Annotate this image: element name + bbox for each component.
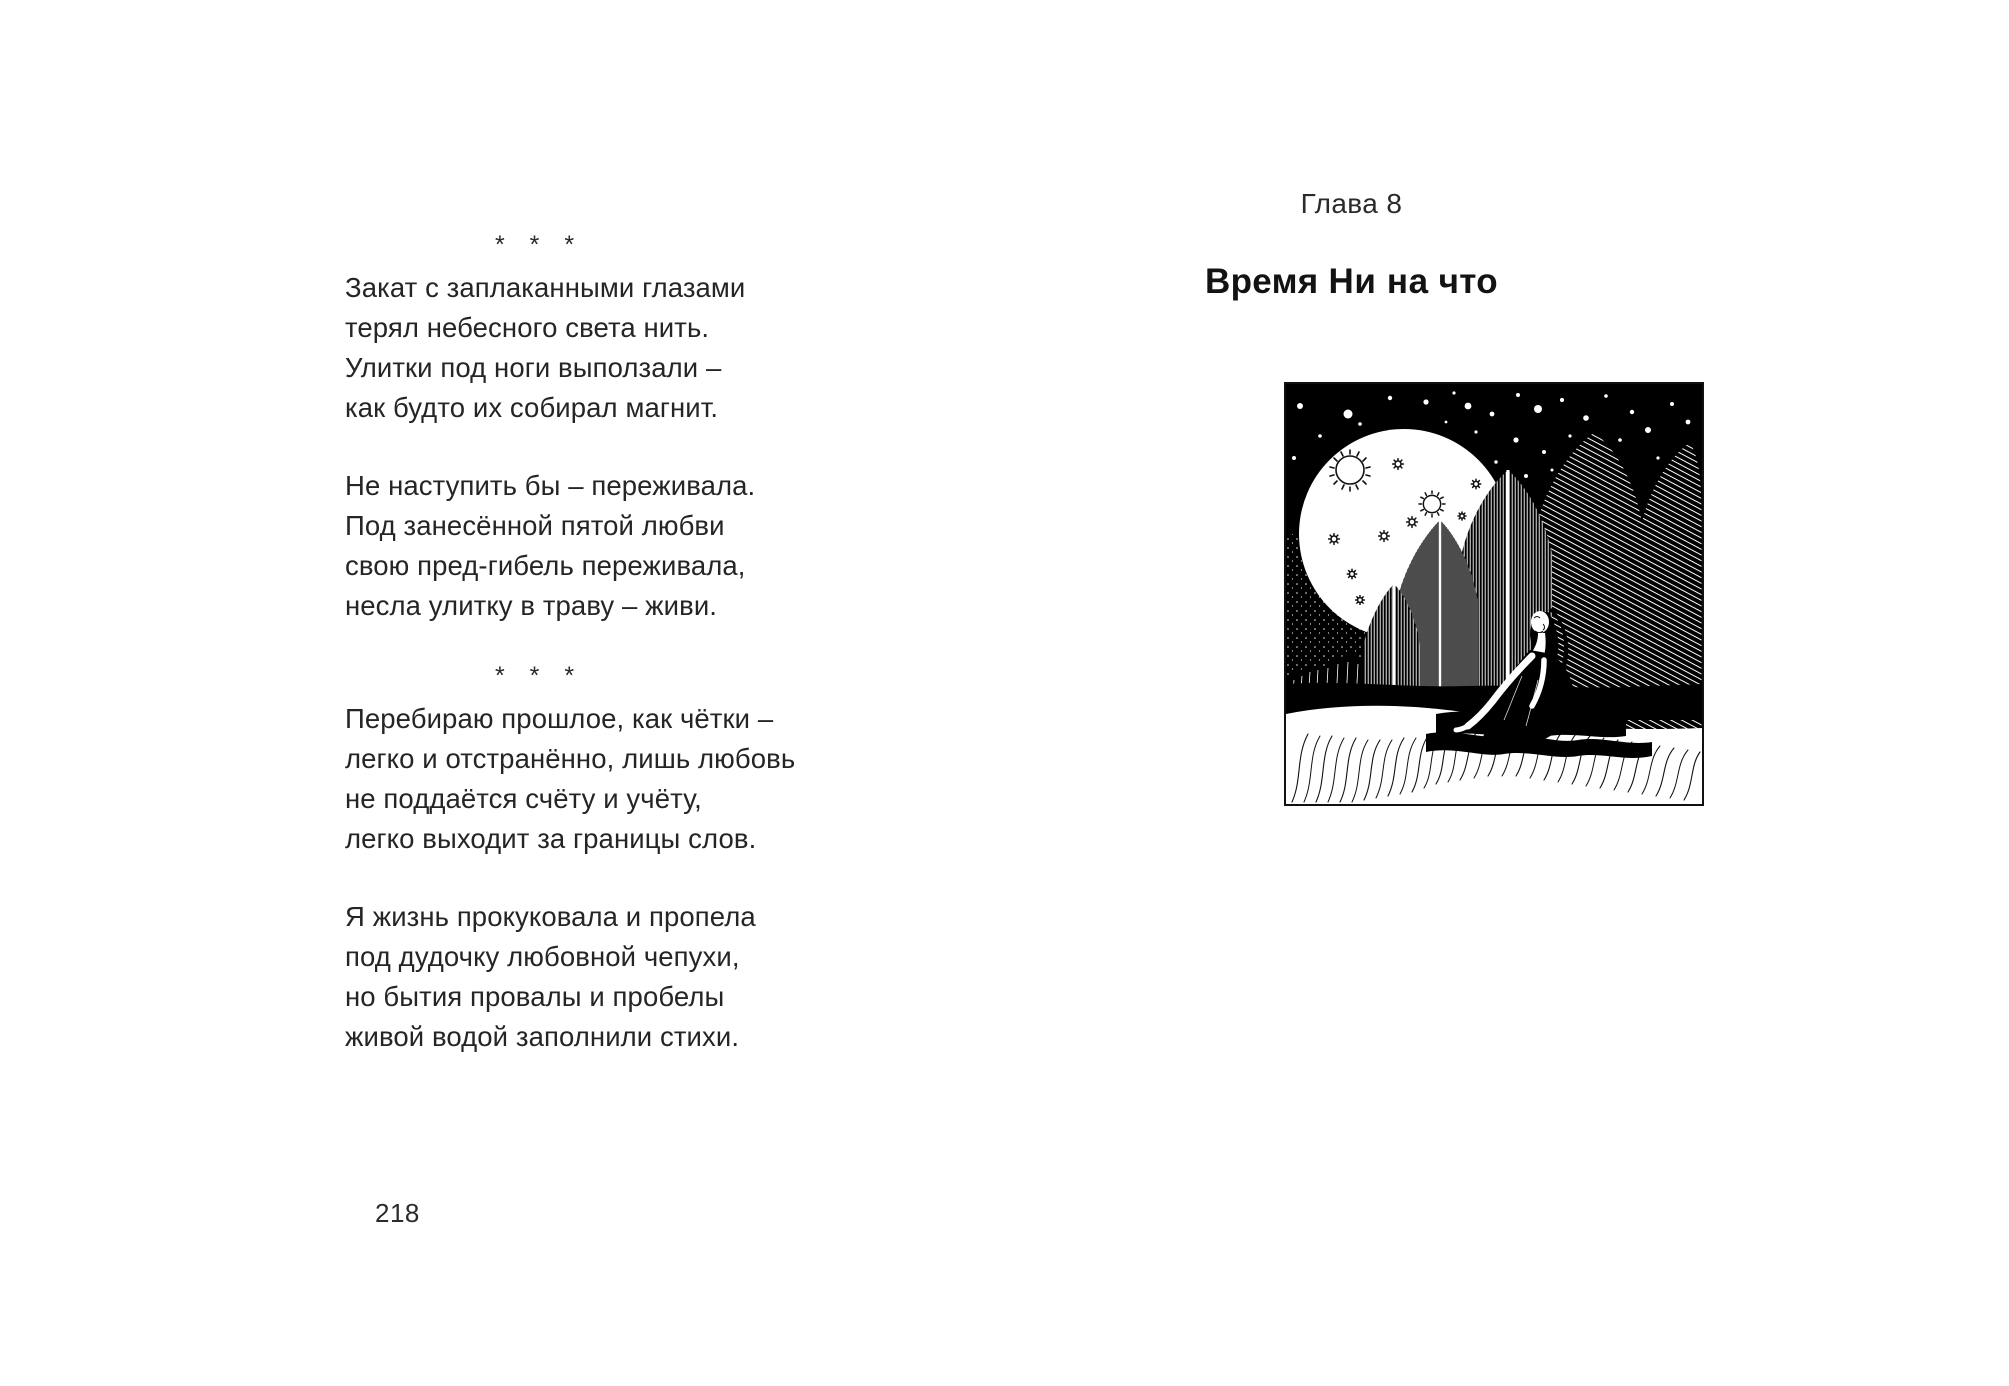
poem-line: Перебираю прошлое, как чётки – (345, 703, 774, 734)
poem-line: Я жизнь прокуковала и пропела (345, 901, 756, 932)
poem-line: как будто их собирал магнит. (345, 392, 719, 423)
poem-line: легко и отстранённо, лишь любовь (345, 743, 796, 774)
chapter-title (1004, 262, 2009, 302)
moonlit-night-illustration (1286, 384, 1702, 804)
poem-stanza (345, 897, 945, 1057)
chapter-title-part-1: Время (1205, 262, 1329, 301)
chapter-title-part-3: что (1428, 262, 1498, 301)
chapter-illustration (1284, 382, 1704, 806)
chapter-title-part-2: Ни на (1328, 262, 1429, 301)
poem-stanza (345, 699, 945, 859)
poem-line: но бытия провалы и пробелы (345, 981, 725, 1012)
poem-line: Закат с заплаканными глазами (345, 272, 746, 303)
poem-stanza (345, 268, 945, 428)
poem-line: живой водой заполнили стихи. (345, 1021, 740, 1052)
poem-stanza (345, 466, 945, 626)
poem-line: несла улитку в траву – живи. (345, 590, 718, 621)
chapter-label: Глава 8 (1300, 188, 1403, 219)
poem-line: не поддаётся счёту и учёту, (345, 783, 702, 814)
poem-line: свою пред-гибель переживала, (345, 550, 746, 581)
poem-block (345, 233, 945, 1057)
poem-line: Улитки под ноги выползали – (345, 352, 722, 383)
poem-line: под дудочку любовной чепухи, (345, 941, 740, 972)
page-number: 218 (375, 1198, 420, 1228)
poem-line: Под занесённой пятой любви (345, 510, 725, 541)
illustration-canvas (1286, 384, 1702, 804)
poem-line: терял небесного света нить. (345, 312, 710, 343)
poem-line: легко выходит за границы слов. (345, 823, 757, 854)
poem-line: Не наступить бы – переживала. (345, 470, 756, 501)
left-page (0, 0, 1004, 1386)
stanza-separator: * * * (495, 662, 584, 690)
stanza-separator: * * * (495, 231, 584, 259)
face (1531, 611, 1549, 633)
right-page (1004, 0, 2009, 1386)
